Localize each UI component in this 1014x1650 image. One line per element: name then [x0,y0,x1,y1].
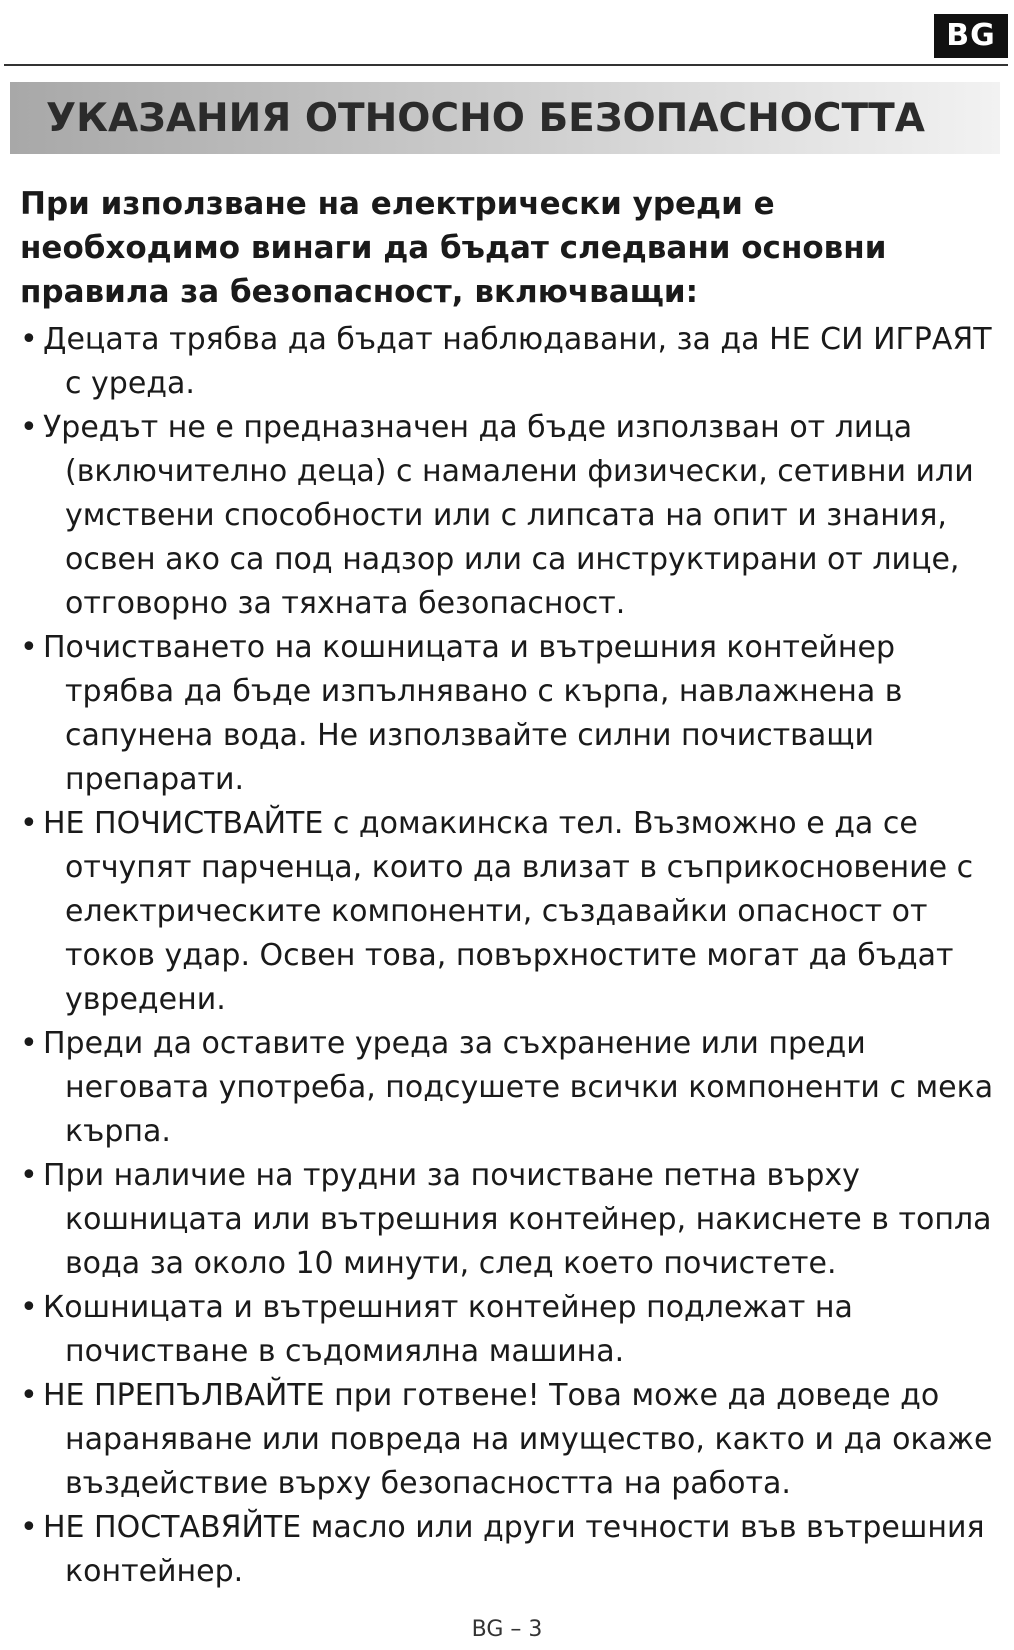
list-item-text: Преди да оставите уреда за съхранение или преди неговата употреба, подсушете всички компоненти с мека кърпа. [43,1026,994,1149]
section-title: УКАЗАНИЯ ОТНОСНО БЕЗОПАСНОСТТА [46,96,925,141]
intro-paragraph: При използване на електрически уреди е необходимо винаги да бъдат следвани основни правила за безопасност, включващи: [20,186,887,310]
bullet-icon: • [20,322,38,357]
list-item-text: НЕ ПРЕПЪЛВАЙТЕ при готвене! Това може да доведе до нараняване или повреда на имущество, както и да окаже въздействие върху безопасността на работа. [43,1378,993,1501]
bullet-icon: • [20,630,38,665]
header-divider [4,64,1008,66]
list-item [20,1506,1004,1594]
section-banner [10,82,1000,154]
list-item-text: НЕ ПОЧИСТВАЙТЕ с домакинска тел. Възможно е да се отчупят парченца, които да влизат в съприкосновение с електрическите компоненти, създавайки опасност от токов удар. Освен това, повърхностите могат да бъдат увредени. [43,806,974,1017]
page-number: BG – 3 [471,1617,543,1642]
bullet-icon: • [20,1510,38,1545]
bullet-icon: • [20,1158,38,1193]
list-item-text: Почистването на кошницата и вътрешния контейнер трябва да бъде изпълнявано с кърпа, навлажнена в сапунена вода. Не използвайте силни почистващи препарати. [43,630,903,797]
list-item-text: Кошницата и вътрешният контейнер подлежат на почистване в съдомиялна машина. [43,1290,853,1369]
list-item-text: При наличие на трудни за почистване петна върху кошницата или вътрешния контейнер, накиснете в топла вода за около 10 минути, след което почистете. [43,1158,992,1281]
list-item-text: Уредът не е предназначен да бъде използван от лица (включително деца) с намалени физически, сетивни или умствени способности или с липсата на опит и знания, освен ако са под надзор или са инструктирани от лице, отговорно за тяхната безопасност. [43,410,974,621]
bullet-icon: • [20,1378,38,1413]
list-item [20,318,1004,406]
list-item-text: НЕ ПОСТАВЯЙТЕ масло или други течности във вътрешния контейнер. [43,1510,985,1589]
list-item [20,1286,1004,1374]
bullet-icon: • [20,410,38,445]
list-item-text: Децата трябва да бъдат наблюдавани, за да НЕ СИ ИГРАЯТ с уреда. [43,322,992,401]
list-item [20,802,1004,1022]
language-badge: BG [934,14,1008,58]
list-item [20,626,1004,802]
list-item [20,406,1004,626]
list-item [20,1374,1004,1506]
list-item [20,1022,1004,1154]
list-item [20,1154,1004,1286]
bullet-icon: • [20,806,38,841]
bullet-icon: • [20,1290,38,1325]
safety-list [20,318,1004,1594]
document-body [20,182,1004,1594]
bullet-icon: • [20,1026,38,1061]
